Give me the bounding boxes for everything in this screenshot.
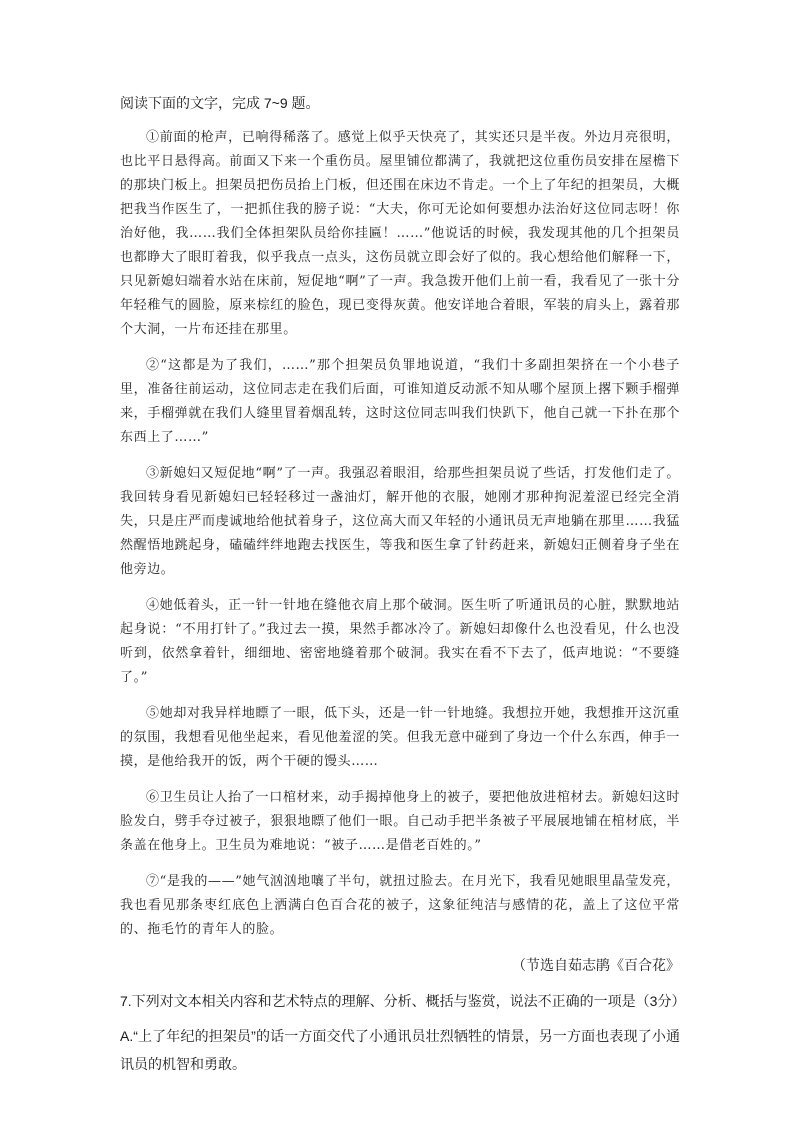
reading-instruction: 阅读下面的文字，完成 7~9 题。 [120,95,320,111]
passage-paragraph-4: ④她低着头，正一针一针地在缝他衣肩上那个破洞。医生听了听通讯员的心脏，默默地站起身说：“不用打针了。”我过去一摸，果然手都冰冷了。新媳妇却像什么也没看见，什么也没听到，依然拿着针，细细地、密密地缝着那个破洞。我实在看不下去了，低声地说：“不要缝了。” [120,598,680,685]
passage-paragraph-6: ⑥卫生员让人抬了一口棺材来，动手揭掉他身上的被子，要把他放进棺材去。新媳妇这时脸发白，劈手夺过被子，狠狠地瞟了他们一眼。自己动手把半条被子平展展地铺在棺材底，半条盖在他身上。卫生员为难地说：“被子……是借老百姓的。” [120,790,680,853]
passage-paragraph-3: ③新媳妇又短促地“啊”了一声。我强忍着眼泪，给那些担架员说了些话，打发他们走了。我回转身看见新媳妇已轻轻移过一盏油灯，解开他的衣服，她刚才那种拘泥羞涩已经完全消失，只是庄严而虔诚地给他拭着身子，这位高大而又年轻的小通讯员无声地躺在那里……我猛然醒悟地跳起身，磕磕绊绊地跑去找医生，等我和医生拿了针药赶来，新媳妇正侧着身子坐在他旁边。 [120,466,680,577]
document-page [120,92,686,1078]
passage-paragraph-7: ⑦“是我的——”她气汹汹地嚷了半句，就扭过脸去。在月光下，我看见她眼里晶莹发亮，我也看见那条枣红底色上洒满白色百合花的被子，这象征纯洁与感情的花，盖上了这位平常的、拖毛竹的青年人的脸。 [120,874,680,937]
question-option-a: A.“上了年纪的担架员”的话一方面交代了小通讯员壮烈牺牲的情景，另一方面也表现了小通讯员的机智和勇敢。 [120,1028,680,1072]
source-citation: （节选自茹志鹃《百合花》 [512,957,680,973]
question-stem: 7.下列对文本相关内容和艺术特点的理解、分析、概括与鉴赏，说法不正确的一项是（3分） [120,993,686,1009]
passage-paragraph-5: ⑤她却对我异样地瞟了一眼，低下头，还是一针一针地缝。我想拉开她，我想推开这沉重的氛围，我想看见他坐起来，看见他羞涩的笑。但我无意中碰到了身边一个什么东西，伸手一摸，是他给我开的饭，两个干硬的馒头…… [120,706,680,769]
passage-paragraph-2: ②“这都是为了我们，……”那个担架员负罪地说道，“我们十多副担架挤在一个小巷子里，准备往前运动，这位同志走在我们后面，可谁知道反动派不知从哪个屋顶上撂下颗手榴弹来，手榴弹就在我们人缝里冒着烟乱转，这时这位同志叫我们快趴下，他自己就一下扑在那个东西上了……” [120,358,680,445]
passage-paragraph-1: ①前面的枪声，已响得稀落了。感觉上似乎天快亮了，其实还只是半夜。外边月亮很明，也比平日悬得高。前面又下来一个重伤员。屋里铺位都满了，我就把这位重伤员安排在屋檐下的那块门板上。担架员把伤员抬上门板，但还围在床边不肯走。一个上了年纪的担架员，大概把我当作医生了，一把抓住我的膀子说：“大夫，你可无论如何要想办法治好这位同志呀！你治好他，我……我们全体担架队员给你挂匾！……”他说话的时候，我发现其他的几个担架员也都睁大了眼盯着我，似乎我点一点头，这伤员就立即会好了似的。我心想给他们解释一下，只见新媳妇端着水站在床前，短促地“啊”了一声。我急拨开他们上前一看，我看见了一张十分年轻稚气的圆脸，原来棕红的脸色，现已变得灰黄。他安详地合着眼，军装的肩头上，露着那个大洞，一片布还挂在那里。 [120,130,680,337]
